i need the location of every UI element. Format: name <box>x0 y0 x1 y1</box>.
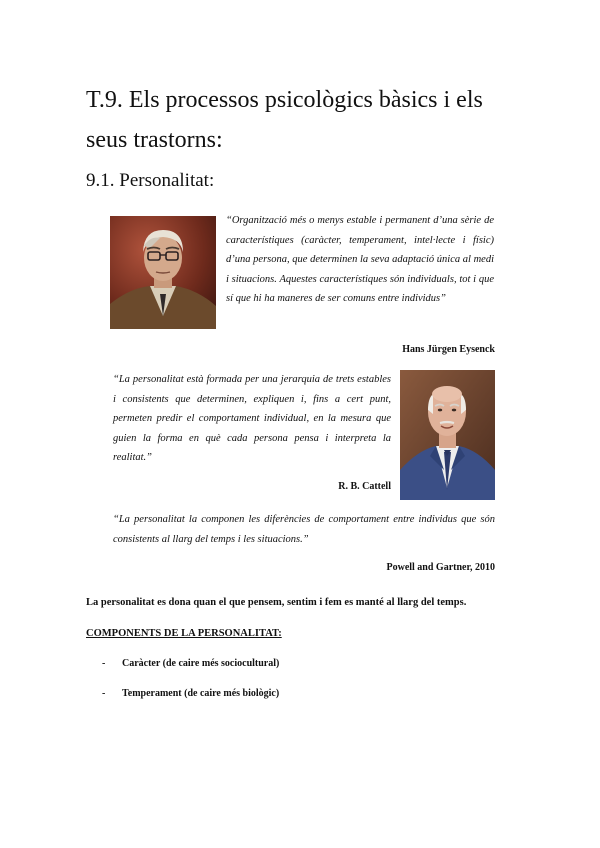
list-item <box>102 658 279 688</box>
components-list <box>102 658 279 718</box>
eysenck-author: Hans Jürgen Eysenck <box>402 344 495 355</box>
list-dash: - <box>102 658 106 669</box>
cattell-author: R. B. Cattell <box>338 481 391 492</box>
list-item <box>102 688 279 718</box>
list-item-label: Caràcter (de caire més sociocultural) <box>122 658 280 669</box>
powell-gartner-author: Powell and Gartner, 2010 <box>386 562 495 573</box>
list-item-label: Temperament (de caire més biològic) <box>122 688 280 699</box>
document-title: T.9. Els processos psicològics bàsics i els seus trastorns: <box>86 87 483 153</box>
cattell-quote: “La personalitat està formada per una jerarquia de trets estables i consistents que determinen, expliquen i, fins a cert punt, permeten predir el comportament individual, en la mesura que guien la forma en què cada persona pensa i interpreta la realitat.” <box>113 374 391 463</box>
eysenck-photo <box>110 216 216 329</box>
cattell-photo <box>400 370 495 500</box>
section-title: 9.1. Personalitat: <box>86 170 215 191</box>
eysenck-quote: “Organització més o menys estable i permanent d’una sèrie de característiques (caràcter, temperament, intel·lecte i físic) d’una persona, que determinen la seva adaptació única al medi i situacions. Aquestes característiques són individuals, tot i que sí que hi ha maneres de ser comuns entre individus” <box>226 215 494 304</box>
components-heading: COMPONENTS DE LA PERSONALITAT: <box>86 628 282 639</box>
personality-statement: La personalitat es dona quan el que pensem, sentim i fem es manté al llarg del temps. <box>86 597 467 608</box>
powell-gartner-quote: “La personalitat la componen les diferències de comportament entre individus que són consistents al llarg del temps i les situacions.” <box>113 514 495 545</box>
list-dash: - <box>102 688 106 699</box>
